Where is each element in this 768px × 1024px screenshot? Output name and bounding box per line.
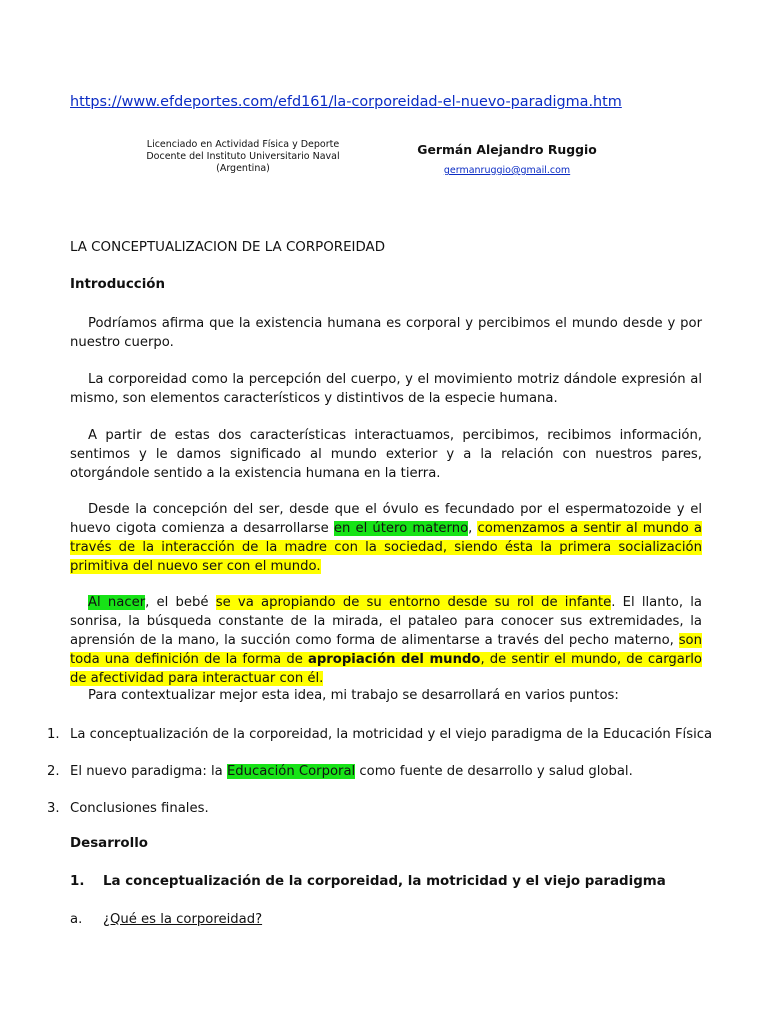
intro-heading: Introducción — [70, 277, 166, 292]
source-link[interactable]: https://www.efdeportes.com/efd161/la-corporeidad-el-nuevo-paradigma.htm — [70, 94, 622, 110]
author-affiliation — [143, 139, 343, 175]
development-heading: Desarrollo — [70, 836, 148, 851]
paragraph-6: Para contextualizar mejor esta idea, mi trabajo se desarrollará en varios puntos: — [88, 688, 619, 703]
section-number: 1. — [70, 874, 85, 889]
list-highlight-green: Educación Corporal — [226, 764, 356, 779]
p4-highlight-yellow: comenzamos a sentir al mundo a través de la interacción de la madre con la sociedad, siendo ésta la primera socialización primitiva del nuevo ser con el mundo. — [70, 521, 702, 574]
p5-highlight-yellow: son toda una definición de la forma de — [70, 633, 702, 667]
paragraph-2: La corporeidad como la percepción del cuerpo, y el movimiento motriz dándole expresión al mismo, son elementos característicos y distintivos de la especie humana. — [70, 372, 702, 406]
p5-text: , el bebé — [145, 595, 216, 610]
p4-text: Desde la concepción del ser, desde que el óvulo es fecundado por el espermatozoide y el huevo cigota comienza a desarrollarse — [70, 502, 702, 536]
paragraph-4 — [70, 500, 702, 576]
p5-text: . El llanto, la sonrisa, la búsqueda constante de la mirada, el pataleo para conocer sus extremidades, la aprensión de la mano, la succión como forma de alimentarse a través del pecho materno, — [70, 595, 702, 648]
subsection-a — [70, 912, 262, 927]
paragraph-3: A partir de estas dos características interactuamos, percibimos, recibimos información, sentimos y le damos significado al mundo exterior y a la relación con nuestros pares, otorgándole sentido a la existencia humana en la tierra. — [70, 428, 702, 481]
list-text: La conceptualización de la corporeidad, la motricidad y el viejo paradigma de la Educación Física — [70, 727, 713, 742]
p4-highlight-green: en el útero materno — [333, 521, 469, 536]
list-item — [47, 725, 712, 744]
p5-highlight-yellow: , de sentir el mundo, de cargarlo de afectividad para interactuar con él. — [70, 652, 702, 686]
author-email-link[interactable]: germanruggio@gmail.com — [443, 165, 571, 176]
section-title: La conceptualización de la corporeidad, la motricidad y el viejo paradigma — [103, 874, 666, 889]
list-text: como fuente de desarrollo y salud global. — [355, 764, 633, 779]
document-title: LA CONCEPTUALIZACION DE LA CORPOREIDAD — [70, 240, 386, 255]
affiliation-line: Docente del Instituto Universitario Naval — [146, 151, 340, 162]
list-number: 2. — [47, 764, 60, 779]
affiliation-line: (Argentina) — [216, 163, 270, 174]
list-text: Conclusiones finales. — [70, 801, 209, 816]
p4-text: , — [468, 521, 478, 536]
list-item — [47, 799, 209, 818]
author-name: Germán Alejandro Ruggio — [417, 142, 597, 157]
paragraph-1: Podríamos afirma que la existencia humana es corporal y percibimos el mundo desde y por nuestro cuerpo. — [70, 316, 702, 350]
list-item — [47, 762, 633, 781]
list-number: 1. — [47, 727, 60, 742]
subsection-title: ¿Qué es la corporeidad? — [103, 912, 263, 927]
list-number: 3. — [47, 801, 60, 816]
author-block — [407, 142, 607, 177]
p5-highlight-bold: apropiación del mundo — [307, 652, 481, 667]
paragraph-5 — [70, 593, 702, 688]
section-1-heading — [70, 874, 666, 889]
subsection-letter: a. — [70, 912, 83, 927]
list-text: El nuevo paradigma: la — [70, 764, 227, 779]
p5-highlight-yellow: se va apropiando de su entorno desde su rol de infante — [215, 595, 612, 610]
p5-highlight-green: Al nacer — [88, 595, 146, 610]
affiliation-line: Licenciado en Actividad Física y Deporte — [146, 139, 340, 150]
